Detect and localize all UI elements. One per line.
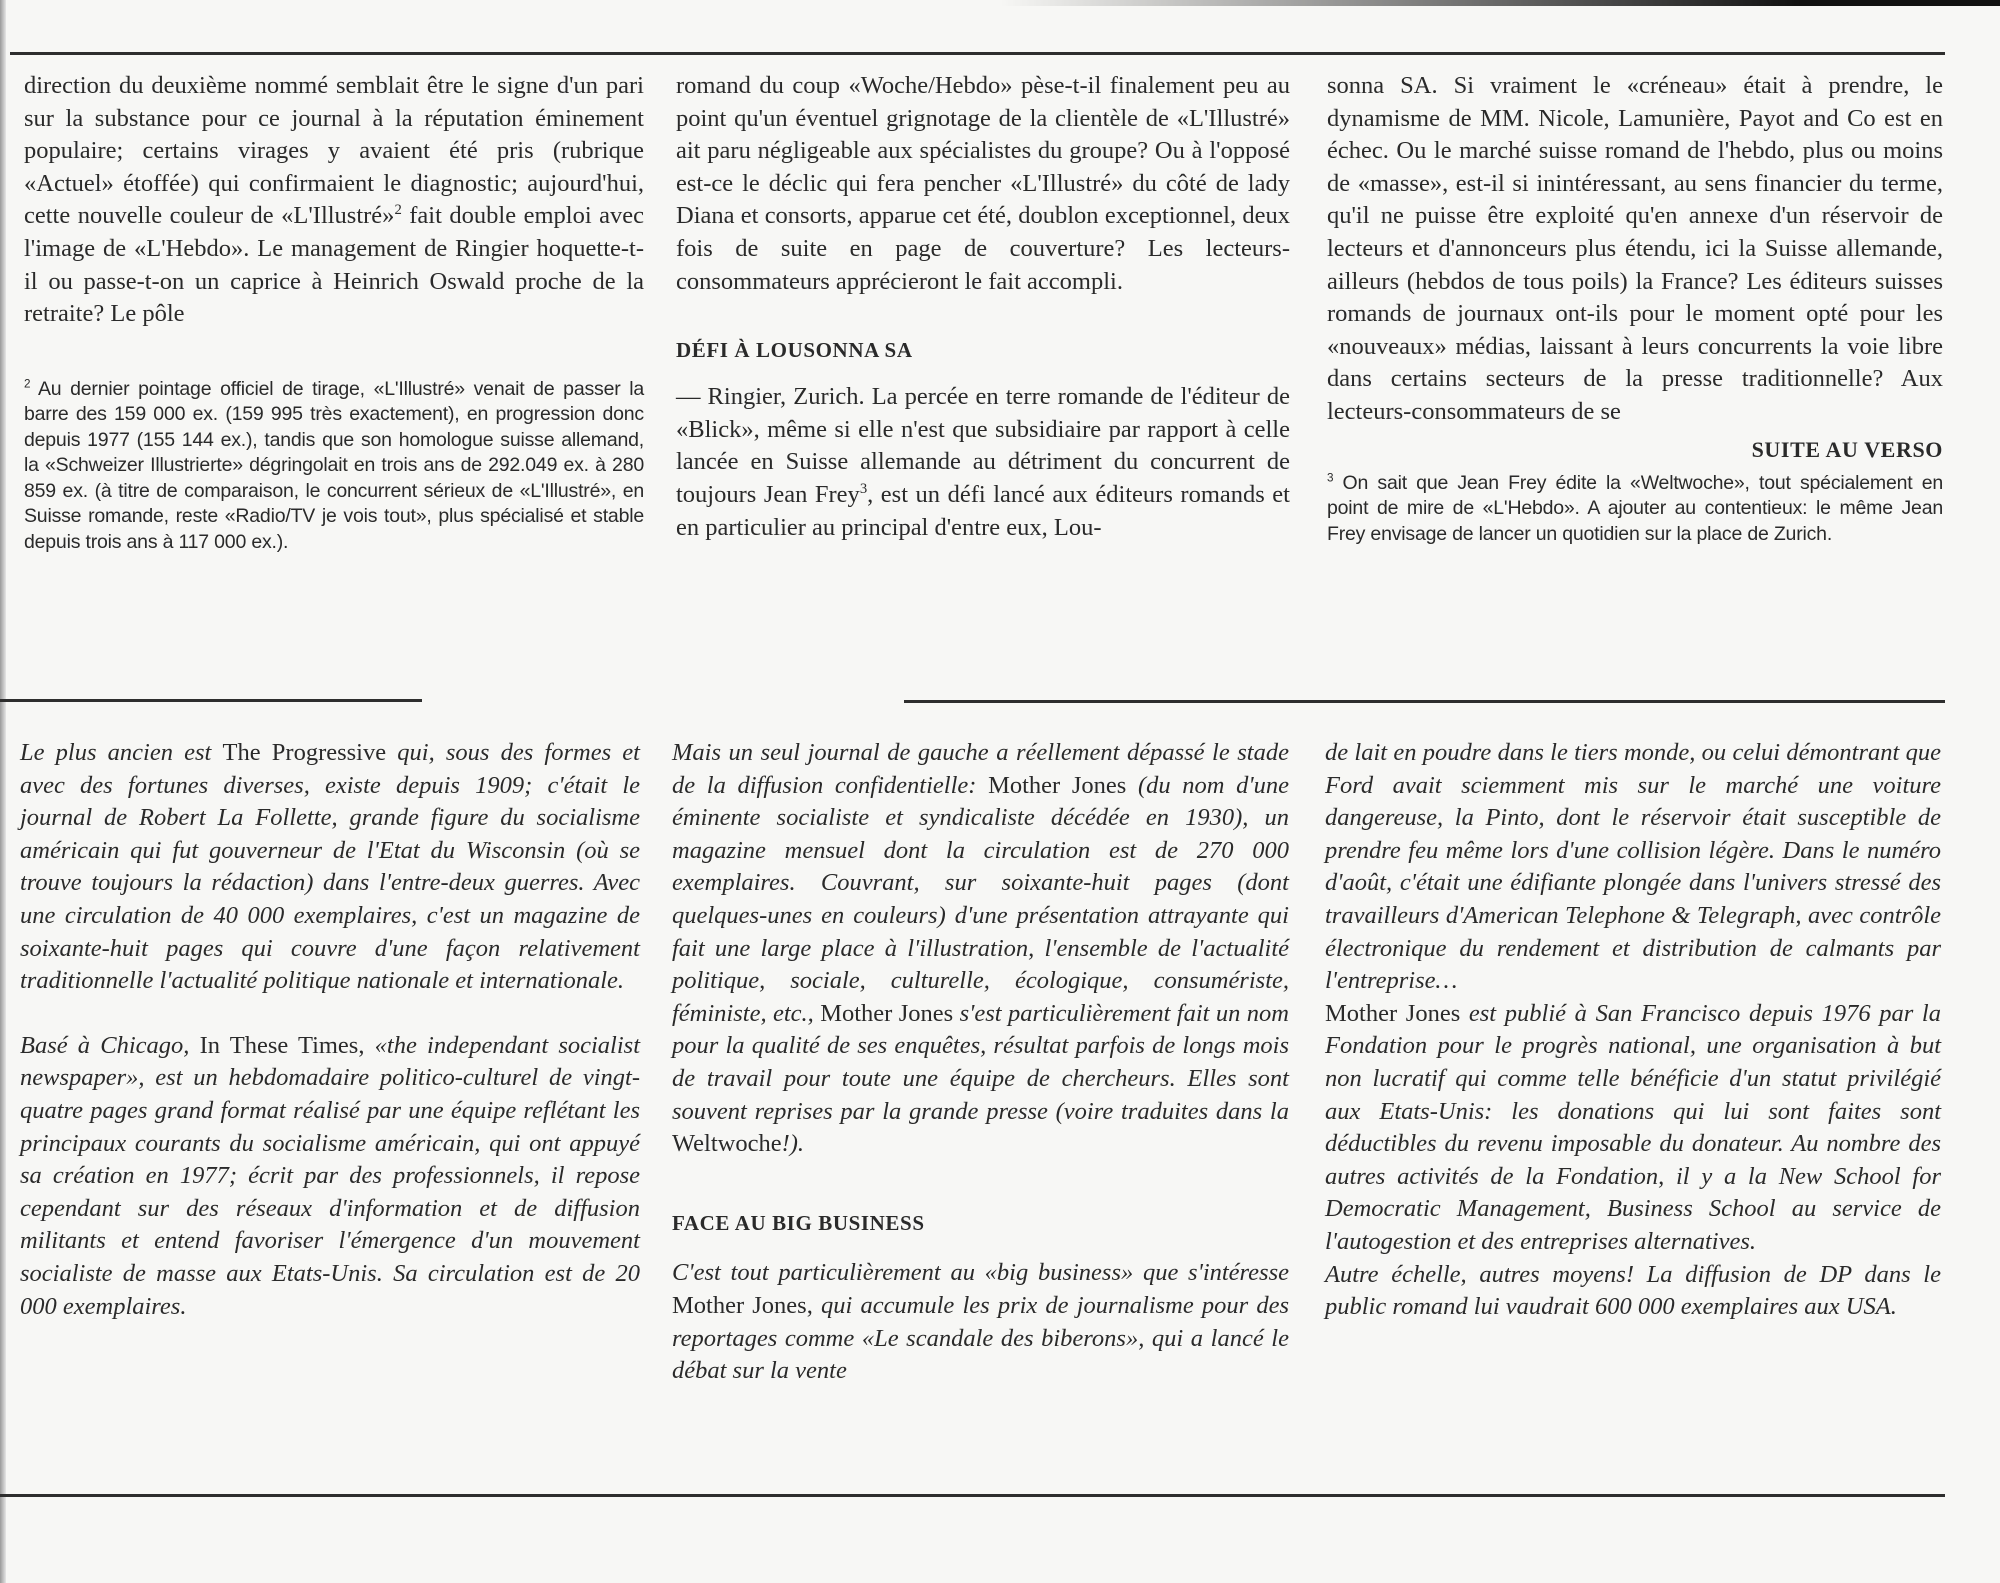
lower-col3-p1 bbox=[1325, 737, 1941, 998]
upper-column-1 bbox=[24, 70, 644, 555]
publication-title: Mother Jones bbox=[988, 771, 1127, 799]
text-run: C'est tout particulièrement au «big business» que s'intéresse bbox=[672, 1259, 1289, 1287]
lower-col2-p1 bbox=[672, 737, 1289, 1161]
lower-col2-p2 bbox=[672, 1257, 1289, 1387]
upper-col2-paragraph2: — Ringier, Zurich. La percée en terre romande de l'éditeur de «Blick», même si elle n'est que subsidiaire par rapport à celle lancée en Suisse allemande au détriment du concurrent de toujours Jean Frey$^3$, est un défi lancé aux éditeurs romands et en particulier au principal d'entre eux, Lou- bbox=[676, 383, 1290, 541]
lower-column-1 bbox=[20, 737, 640, 1323]
footnote-2: $^2$ Au dernier pointage officiel de tirage, «L'Illustré» venait de passer la barre des 159 000 ex. (159 995 très exactement), en progression donc depuis 1977 (155 144 ex.), tandis que son homologue suisse allemand, la «Schweizer Illustrierte» dégringolait en trois ans de 292.049 ex. à 280 859 ex. (à titre de comparaison, le concurrent sérieux de «L'Illustré», en Suisse romande, reste «Radio/TV je vois tout», plus spécialisé et stable depuis trois ans à 117 000 ex.). bbox=[24, 377, 644, 553]
text-run: s'est particulièrement fait un nom pour la qualité de ses enquêtes, résultat parfois de longs mois de travail pour toute une équipe de chercheurs. Elles sont souvent reprises par la grande presse (voire traduites dans la bbox=[672, 999, 1289, 1125]
publication-title: In These Times, bbox=[199, 1031, 365, 1059]
lower-col3-p3 bbox=[1325, 1259, 1941, 1324]
text-run: Autre échelle, autres moyens! La diffusion de DP dans le public romand lui vaudrait 600 000 exemplaires aux USA. bbox=[1325, 1260, 1941, 1321]
upper-column-2 bbox=[676, 70, 1290, 544]
text-run: qui accumule les prix de journalisme pour des reportages comme «Le scandale des biberons», qui a lancé le débat sur la vente bbox=[672, 1291, 1289, 1385]
footnote-mark-3: 3 bbox=[1327, 471, 1334, 485]
publication-title: Mother Jones bbox=[1325, 999, 1461, 1027]
bottom-rule bbox=[0, 1494, 1945, 1497]
text-run: qui, sous des formes et avec des fortunes diverses, existe depuis 1909; c'était le journal de Robert La Follette, grande figure du socialisme américain qui fut gouverneur de l'Etat du Wisconsin (où se trouve toujours la rédaction) dans l'entre-deux guerres. Avec une circulation de 40 000 exemplaires, c'est un magazine de soixante-huit pages qui couvre d'une façon relativement traditionnelle l'actualité politique nationale et internationale. bbox=[20, 739, 640, 995]
section-heading-defi-lousonna: DÉFI À LOUSONNA SA bbox=[676, 338, 913, 363]
section-heading-big-business: FACE AU BIG BUSINESS bbox=[672, 1210, 925, 1235]
publication-title: Mother Jones, bbox=[672, 1291, 813, 1319]
lower-column-3 bbox=[1325, 737, 1941, 1324]
upper-col1-paragraph: direction du deuxième nommé semblait être le signe d'un pari sur la substance pour ce journal à la réputation éminement populaire; certains virages y avaient été pris (rubrique «Actuel» étoffée) qui confirmaient le diagnostic; aujourd'hui, cette nouvelle couleur de «L'Illustré»$^2$ fait double emploi avec l'image de «L'Hebdo». Le management de Ringier hoquette-t-il ou passe-t-on un caprice à Heinrich Oswald proche de la retraite? Le pôle bbox=[24, 72, 644, 328]
text-run: «the independant socialist newspaper», est un hebdomadaire politico-culturel de vingt-quatre pages grand format réalisé par une équipe reflétant les principaux courants du socialisme américain, qui ont appuyé sa création en 1977; écrit par des professionnels, il repose cependant sur des réseaux d'information et de diffusion militants et entend favoriser l'émergence d'un mouvement socialiste de masse aux Etats-Unis. Sa circulation est de 20 000 exemplaires. bbox=[20, 1031, 640, 1320]
text-run: Basé à Chicago, bbox=[20, 1031, 200, 1059]
publication-title: The Progressive bbox=[222, 739, 387, 766]
footnote-mark-2: 2 bbox=[24, 377, 31, 391]
publication-title: Weltwoche bbox=[672, 1130, 782, 1158]
mid-rule-left bbox=[0, 699, 422, 702]
text-run: est publié à San Francisco depuis 1976 par la Fondation pour le progrès national, une organisation à but non lucratif qui comme telle bénéficie d'un statut privilégié aux Etats-Unis: les donations qui lui sont faites sont déductibles du revenu imposable du donateur. Au nombre des autres activités de la Fondation, il y a la New School for Democratic Management, Business School au service de l'autogestion et des entreprises alternatives. bbox=[1325, 999, 1941, 1255]
upper-col2-paragraph: romand du coup «Woche/Hebdo» pèse-t-il finalement peu au point qu'un éventuel grignotage de la clientèle de «L'Illustré» ait paru négligeable aux spécialistes du groupe? Ou à l'opposé est-ce le déclic qui fera pencher «L'Illustré» du côté de lady Diana et consorts, apparue cet été, doublon exceptionnel, deux fois de suite en page de couverture? Les lecteurs-consommateurs apprécieront le fait accompli. bbox=[676, 72, 1290, 295]
upper-col3-paragraph: sonna SA. Si vraiment le «créneau» était à prendre, le dynamisme de MM. Nicole, Lamunière, Payot and Co est en échec. Ou le marché suisse romand de l'hebdo, plus ou moins de «masse», est-il si inintéressant, au sens financier du terme, qu'il ne puisse être exploité qu'en annexe d'un réservoir de lecteurs et d'annonceurs plus étendu, ici la Suisse allemande, ailleurs (hebdos de tous poils) la France? Les éditeurs suisses romands de journaux ont-ils pour le moment opté pour les «nouveaux» médias, laissant à leurs concurrents la voie libre dans certains secteurs de la presse traditionnelle? Aux lecteurs-consommateurs de se bbox=[1327, 72, 1943, 425]
text-run: Mais un seul journal de gauche a réellement dépassé le stade de la diffusion confidentielle: bbox=[672, 739, 1289, 799]
publication-title: Mother Jones bbox=[820, 999, 954, 1027]
page-top-edge-shadow bbox=[1000, 0, 2000, 6]
text-run: (du nom d'une éminente socialiste et syndicaliste décédée en 1930), un magazine mensuel dont la circulation est de 270 000 exemplaires. Couvrant, sur soixante-huit pages (dont quelques-unes en couleurs) d'une présentation attrayante qui fait une large place à l'illustration, l'ensemble de l'actualité politique, sociale, culturelle, écologique, consumériste, féministe, etc., bbox=[672, 771, 1289, 1027]
lower-column-2 bbox=[672, 737, 1289, 1388]
lower-col1-p2 bbox=[20, 1030, 640, 1323]
lower-col3-p2 bbox=[1325, 998, 1941, 1259]
upper-column-3 bbox=[1327, 70, 1943, 547]
top-rule bbox=[10, 52, 1945, 55]
lower-col1-p1 bbox=[20, 737, 640, 998]
text-run: !). bbox=[781, 1130, 805, 1158]
text-run: de lait en poudre dans le tiers monde, ou celui démontrant que Ford avait sciemment mis sur le marché une voiture dangereuse, la Pinto, dont le réservoir était susceptible de prendre feu même lors d'une collision légère. Dans le numéro d'août, c'était une édifiante plongée dans l'univers stressé des travailleurs d'American Telephone & Telegraph, avec contrôle électronique du rendement et distribution de calmants par l'entreprise… bbox=[1325, 739, 1941, 995]
footnote-3: $^3$ On sait que Jean Frey édite la «Weltwoche», tout spécialement en point de mire de «L'Hebdo». A ajouter au contentieux: le même Jean Frey envisage de lancer un quotidien sur la place de Zurich. bbox=[1327, 471, 1943, 545]
continued-label: SUITE AU VERSO bbox=[1751, 436, 1943, 462]
mid-rule-right bbox=[904, 700, 1945, 703]
page-gutter-edge bbox=[0, 0, 6, 1583]
footnote-ref-3[interactable]: 3 bbox=[859, 480, 868, 497]
text-run: Le plus ancien est bbox=[20, 739, 223, 766]
footnote-ref-2[interactable]: 2 bbox=[394, 202, 402, 219]
